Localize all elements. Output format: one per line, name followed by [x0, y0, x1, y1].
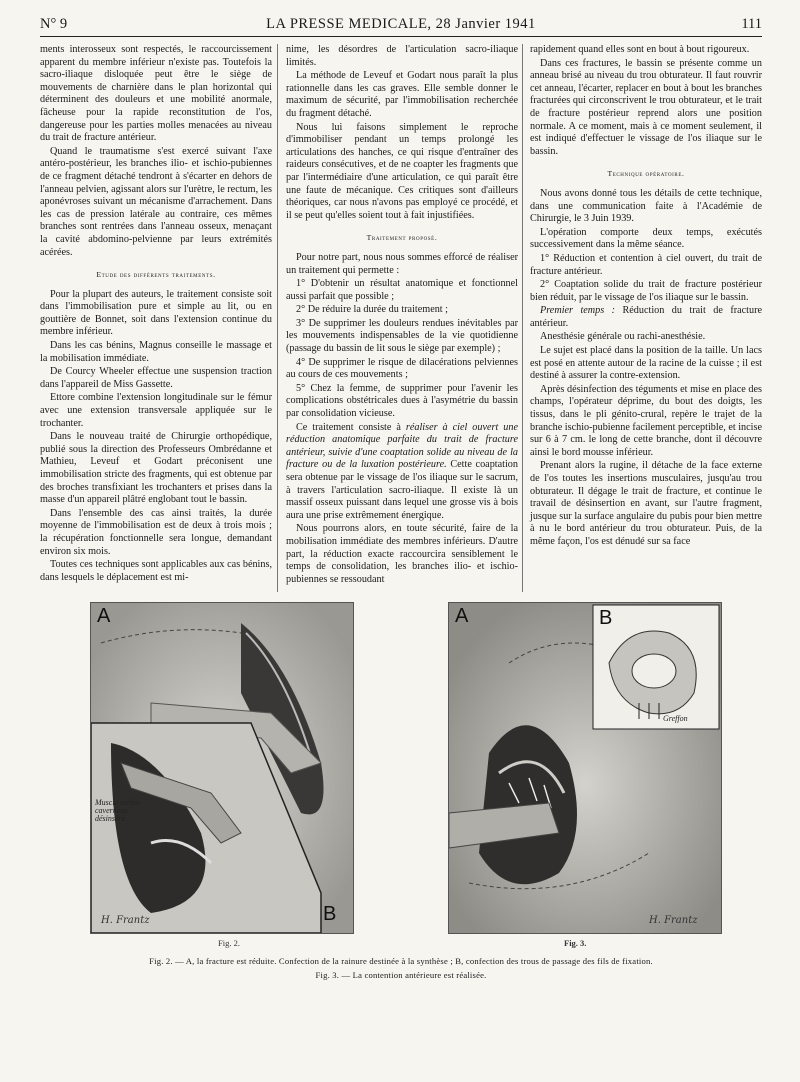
muscle-label: Muscle ischio-caverneux désinséré: [95, 798, 142, 823]
paragraph: [530, 305, 762, 330]
figure-label-a: A: [97, 605, 111, 627]
paragraph: La méthode de Leveuf et Godart nous paraît la plus rationnelle dans les cas graves. Elle semble donner le maximum de sécurité, par l'immobilisation recherchée du fragment détaché.: [286, 70, 518, 119]
paragraph: De Courcy Wheeler effectue une suspension traction dans l'appareil de Miss Gassette.: [40, 366, 272, 390]
list-item: 1° D'obtenir un résultat anatomique et fonctionnel aussi parfait que possible ;: [286, 278, 518, 302]
paragraph: Pour la plupart des auteurs, le traitement consiste soit dans l'immobilisation pure et simple au lit, ou en gouttière de Bonnet, soit dans l'extension continue du membre inférieur.: [40, 288, 272, 338]
journal-title: LA PRESSE MEDICALE, 28 Janvier 1941: [266, 16, 536, 32]
figure-2-illustration: [90, 602, 354, 934]
figure-label-b: B: [323, 903, 337, 925]
figure-label-a: A: [455, 605, 469, 627]
section-heading: Traitement proposé.: [366, 233, 438, 243]
paragraph: [286, 422, 518, 523]
paragraph: Quand le traumatisme s'est exercé suivant l'axe antéro-postérieur, les branches ilio- et ischio-pubiennes de ce fragment détaché tendront à s'écarter en dehors de l'anneau pelvien, agissant alors sur l'urètre, le rectum, les aponévroses suivant un mécanisme d'arrachement. Dans les cas de pression latérale au contraire, ces mêmes branches sont rentrées dans l'anneau osseux, menaçant la cavité abdomino-pelvienne par leurs extrémités acérées.: [40, 145, 272, 258]
figure-3-illustration: [448, 602, 722, 934]
emphasis: Premier temps :: [540, 305, 616, 317]
paragraph: L'opération comporte deux temps, exécutés successivement dans la même séance.: [530, 226, 762, 251]
paragraph: Dans ces fractures, le bassin se présente comme un anneau brisé au niveau du trou obturateur. Il faut rouvrir cet anneau, l'écarter, replacer en bout à bout les branches fracturées qui circonscrivent le trou obturateur, et le trait de fracture postérieur reprend alors une position normale. A ce moment, mais à ce moment seulement, il est indiqué d'effectuer le vissage de l'os iliaque sur le bassin.: [530, 57, 762, 157]
figure-2-small-caption: Fig. 2.: [218, 938, 240, 948]
surgical-drawing: [449, 603, 721, 933]
paragraph: Pour notre part, nous nous sommes efforcé de réaliser un traitement qui permette :: [286, 251, 518, 276]
column-2: [286, 44, 518, 587]
running-header: [40, 16, 762, 37]
page-number: 111: [741, 16, 762, 32]
text-run: Réduction du trait de fracture antérieur.: [530, 305, 762, 329]
list-item: 2° Coaptation solide du trait de fracture postérieur bien réduit, par le vissage de l'os iliaque sur le bassin.: [530, 279, 762, 303]
graft-label: Greffon: [663, 714, 688, 723]
emphasis: réaliser à ciel ouvert une réduction anatomique parfaite du trait de fracture antérieur, suivie d'une coaptation solide au niveau de la fracture ou de la luxation postérieure.: [286, 421, 518, 471]
figure-3-small-caption: Fig. 3.: [564, 938, 587, 948]
paragraph: Dans l'ensemble des cas ainsi traités, la durée moyenne de l'immobilisation est de deux à trois mois ; la récupération fonctionnelle sera longue, demandant environ six mois.: [40, 507, 272, 557]
paragraph: nime, les désordres de l'articulation sacro-iliaque limités.: [286, 44, 518, 68]
section-heading: Etude des différents traitements.: [96, 270, 216, 280]
paragraph: Nous pourrons alors, en toute sécurité, faire de la mobilisation immédiate des membres inférieurs. D'autre part, la réduction exacte raccourcira sensiblement le temps de consolidation, les branches ilio- et ischio-pubiennes se ressoudant: [286, 523, 518, 585]
paragraph: ments interosseux sont respectés, le raccourcissement apparent du membre inférieur n'existe pas. Toutefois la sacro-iliaque disloquée peut être le siège de mouvements de charnière dans le plan horizontal qui déterminent des douleurs et une mobilité anormale, fâcheuse pour la rapide reconstitution de l'os, dangereuse pour les parties molles menacées au niveau du trait de fracture antérieur.: [40, 44, 272, 144]
paragraph: Le sujet est placé dans la position de la taille. Un lacs est posé en attente autour de la racine de la cuisse ; il est destiné à assurer la contre-extension.: [530, 345, 762, 382]
column-1: [40, 44, 272, 585]
paragraph: Dans le nouveau traité de Chirurgie orthopédique, publié sous la direction des Professeurs Ombrédanne et Mathieu, Leveuf et Godart préconisent une immobilisation stricte des fragments, qui est obtenue par des broches transfixiant les trochanters et prises dans la masse d'un appareil plâtré englobant tout le bassin.: [40, 431, 272, 506]
surgical-drawing: [91, 603, 353, 933]
paragraph: Nous avons donné tous les détails de cette technique, dans une communication faite à l'Académie de Chirurgie, le 3 Juin 1939.: [530, 187, 762, 225]
paragraph: Prenant alors la rugine, il détache de la face externe de l'os toutes les insertions musculaires, jusqu'au trou obturateur. Il dégage le trait de fracture, et continue le travail de désinsertion en avant, sur l'autre fragment, jusque sur la surface angulaire du pubis pour bien mettre à nu le bord antérieur du trou obturateur. Puis, de la même façon, l'os est dénudé sur sa face: [530, 460, 762, 547]
column-rule: [522, 44, 523, 592]
figure-2-caption: Fig. 2. — A, la fracture est réduite. Confection de la rainure destinée à la synthèse ; B, confection des trous de passage des fils de fixation.: [149, 956, 653, 966]
column-3: [530, 44, 762, 550]
issue-number: N° 9: [40, 16, 68, 32]
list-item: 4° De supprimer le risque de dilacérations pelviennes au cours de ces mouvements ;: [286, 356, 518, 381]
artist-signature: H. Frantz: [101, 915, 150, 926]
list-item: 1° Réduction et contention à ciel ouvert, du trait de fracture antérieur.: [530, 252, 762, 277]
section-heading: Technique opératoire.: [607, 169, 685, 179]
figure-label-b: B: [599, 607, 613, 629]
paragraph: Ettore combine l'extension longitudinale sur le fémur avec une extension transversale appliquée sur le trochanter.: [40, 392, 272, 429]
text-run: Ce traitement consiste à: [296, 421, 406, 433]
paragraph: Toutes ces techniques sont applicables aux cas bénins, dans lesquels le déplacement est mi-: [40, 559, 272, 583]
paragraph: Anesthésie générale ou rachi-anesthésie.: [540, 331, 706, 343]
artist-signature: H. Frantz: [649, 915, 698, 926]
paragraph: Dans les cas bénins, Magnus conseille le massage et la mobilisation immédiate.: [40, 340, 272, 364]
column-rule: [277, 44, 278, 592]
paragraph: rapidement quand elles sont en bout à bout rigoureux.: [530, 44, 750, 55]
list-item: 2° De réduire la durée du traitement ;: [296, 304, 449, 316]
list-item: 3° De supprimer les douleurs rendues inévitables par les mouvements indispensables de la vie quotidienne (passage du bassin de lit sous le siège par exemple) ;: [286, 317, 518, 355]
paragraph: Après désinfection des téguments et mise en place des champs, l'opérateur déprime, du bout des doigts, les tissus, dans le pli génito-crural, repère le trajet de la branche ischio-pubienne facilement perceptible, et incise sur 6 à 7 cm. le long de cette branche, dont il découvre ainsi le bord mousse inférieur.: [530, 383, 762, 458]
list-item: 5° Chez la femme, de supprimer pour l'avenir les complications obstétricales dues à l'asymétrie du bassin par consolidation vicieuse.: [286, 382, 518, 420]
text-run: Cette coaptation sera obtenue par le vissage de l'os iliaque sur le sacrum, à travers l'articulation sacro-iliaque. Il existe là un massif osseux puissant dans lequel une grosse vis à bois aura une prise extrêmement énergique.: [286, 459, 518, 521]
paragraph: Nous lui faisons simplement le reproche d'immobiliser pendant un temps prolongé les articulations des hanches, ce qui risque d'entraîner des raideurs consécutives, et de ne coapter les fragments que par l'intermédiaire d'une articulation, ce qui paraît être une faute de mécanique. Ces critiques sont d'ailleurs théoriques, car nous n'avons pas employé ce procédé, et il se peut qu'elles soient tout à fait injustifiées.: [286, 121, 518, 221]
figure-3-caption: Fig. 3. — La contention antérieure est réalisée.: [315, 970, 487, 980]
